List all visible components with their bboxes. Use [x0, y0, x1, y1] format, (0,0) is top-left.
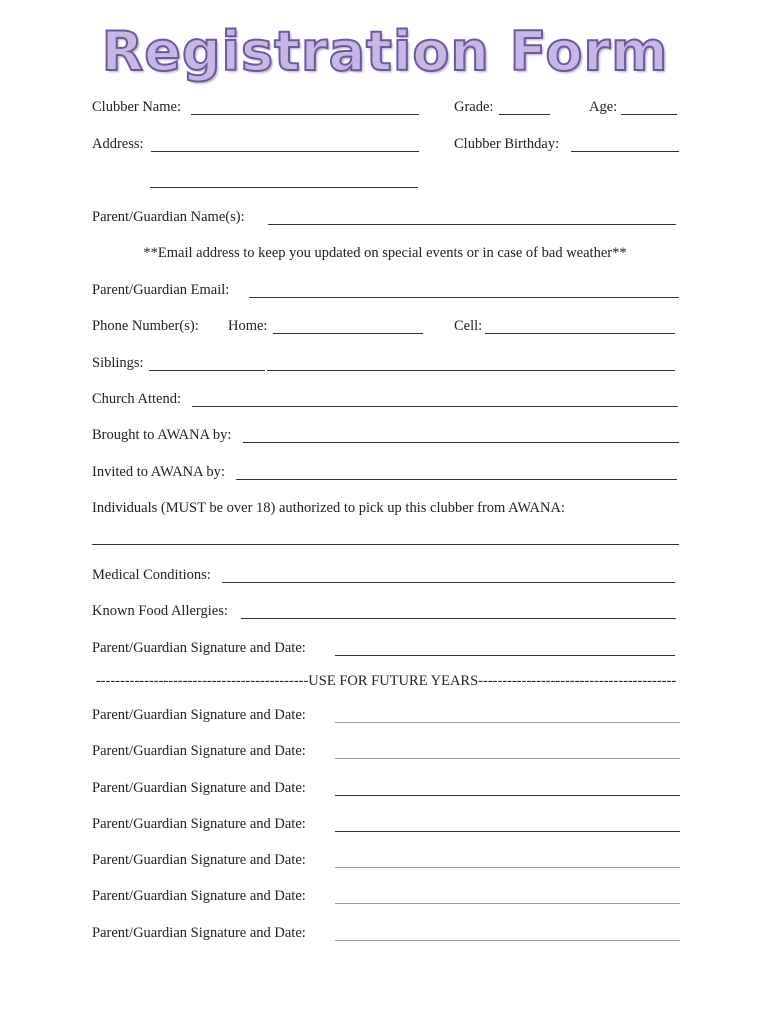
future-signature-field[interactable]	[335, 722, 680, 723]
authorized-pickup-row	[92, 498, 680, 518]
future-signature-field[interactable]	[335, 867, 680, 868]
future-signature-field[interactable]	[335, 903, 680, 904]
grade-label: Grade:	[454, 99, 494, 115]
parent-email-row	[92, 280, 680, 300]
authorized-pickup-field[interactable]	[92, 544, 679, 545]
phone-numbers-label: Phone Number(s):	[92, 318, 199, 334]
future-signature-row	[92, 850, 680, 870]
parent-names-label: Parent/Guardian Name(s):	[92, 209, 245, 225]
age-field[interactable]	[621, 114, 677, 115]
future-signature-field[interactable]	[335, 831, 680, 832]
clubber-name-label: Clubber Name:	[92, 99, 181, 115]
cell-phone-label: Cell:	[454, 318, 483, 334]
parent-email-field[interactable]	[249, 297, 679, 298]
address-field-line2[interactable]	[150, 187, 418, 188]
authorized-pickup-label: Individuals (MUST be over 18) authorized to pick up this clubber from AWANA:	[92, 500, 565, 516]
future-signature-label: Parent/Guardian Signature and Date:	[92, 780, 306, 796]
future-signature-row	[92, 814, 680, 834]
signature-row	[92, 638, 680, 658]
siblings-row	[92, 353, 680, 373]
future-signature-label: Parent/Guardian Signature and Date:	[92, 925, 306, 941]
siblings-field-2[interactable]	[267, 370, 675, 371]
future-signature-row	[92, 778, 680, 798]
authorized-pickup-line-row	[92, 527, 680, 547]
future-years-divider: --------------------------------------------USE FOR FUTURE YEARS-----------------------------------------	[95, 673, 677, 689]
cell-phone-field[interactable]	[485, 333, 675, 334]
siblings-label: Siblings:	[92, 355, 144, 371]
clubber-name-field[interactable]	[191, 114, 419, 115]
phone-row	[92, 316, 680, 336]
future-signature-row	[92, 705, 680, 725]
address-label: Address:	[92, 136, 144, 152]
medical-conditions-label: Medical Conditions:	[92, 567, 211, 583]
parent-email-label: Parent/Guardian Email:	[92, 282, 230, 298]
future-signature-label: Parent/Guardian Signature and Date:	[92, 816, 306, 832]
address-line2-row	[92, 170, 680, 190]
future-signature-field[interactable]	[335, 758, 680, 759]
clubber-birthday-field[interactable]	[571, 151, 679, 152]
clubber-name-row	[92, 97, 680, 117]
future-signature-row	[92, 923, 680, 943]
future-signature-field[interactable]	[335, 795, 680, 796]
future-signature-label: Parent/Guardian Signature and Date:	[92, 743, 306, 759]
church-attend-label: Church Attend:	[92, 391, 182, 407]
brought-by-field[interactable]	[243, 442, 679, 443]
parent-names-field[interactable]	[268, 224, 676, 225]
church-attend-row	[92, 389, 680, 409]
home-phone-label: Home:	[228, 318, 268, 334]
parent-names-row	[92, 207, 680, 227]
home-phone-field[interactable]	[273, 333, 423, 334]
invited-by-label: Invited to AWANA by:	[92, 464, 225, 480]
invited-by-row	[92, 462, 680, 482]
future-signature-row	[92, 886, 680, 906]
email-note: **Email address to keep you updated on special events or in case of bad weather**	[143, 245, 627, 261]
future-signature-field[interactable]	[335, 940, 680, 941]
signature-date-label: Parent/Guardian Signature and Date:	[92, 640, 306, 656]
future-signature-label: Parent/Guardian Signature and Date:	[92, 888, 306, 904]
church-attend-field[interactable]	[192, 406, 678, 407]
grade-field[interactable]	[499, 114, 550, 115]
medical-row	[92, 565, 680, 585]
medical-conditions-field[interactable]	[222, 582, 675, 583]
age-label: Age:	[589, 99, 618, 115]
invited-by-field[interactable]	[236, 479, 677, 480]
future-signature-row	[92, 741, 680, 761]
brought-by-label: Brought to AWANA by:	[92, 427, 232, 443]
food-allergies-field[interactable]	[241, 618, 676, 619]
address-field-line1[interactable]	[151, 151, 419, 152]
clubber-birthday-label: Clubber Birthday:	[454, 136, 560, 152]
siblings-field-1[interactable]	[149, 370, 265, 371]
brought-by-row	[92, 425, 680, 445]
signature-date-field[interactable]	[335, 655, 675, 656]
address-row	[92, 134, 680, 154]
allergies-row	[92, 601, 680, 621]
food-allergies-label: Known Food Allergies:	[92, 603, 228, 619]
future-signature-label: Parent/Guardian Signature and Date:	[92, 707, 306, 723]
page-title: Registration Form	[101, 20, 669, 83]
future-signature-label: Parent/Guardian Signature and Date:	[92, 852, 306, 868]
